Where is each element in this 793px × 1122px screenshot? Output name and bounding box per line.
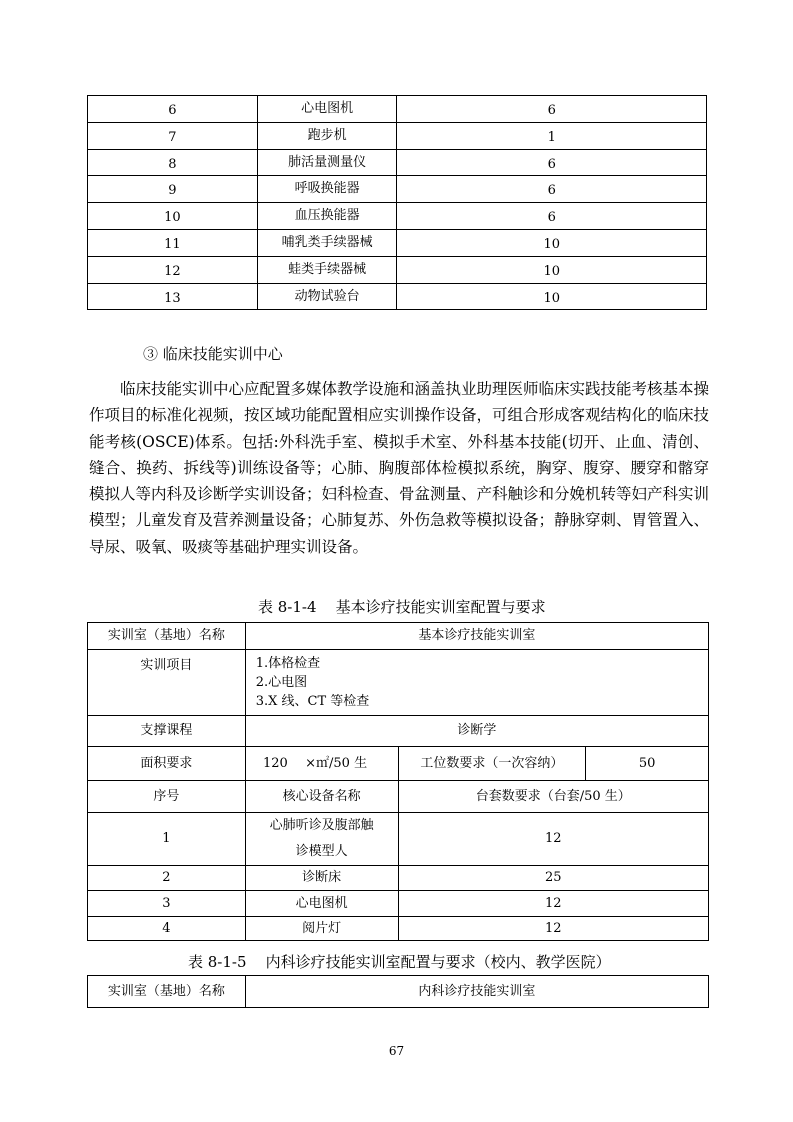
area-unit: ×㎡/50 生 [305, 747, 398, 781]
room-name: 基本诊疗技能实训室 [245, 623, 708, 650]
stations-label: 工位数要求（一次容纳） [398, 747, 586, 781]
row-number: 11 [88, 229, 258, 256]
equipment-name: 肺活量测量仪 [257, 149, 397, 176]
row-number: 13 [88, 283, 258, 310]
equipment-name: 心电图机 [245, 891, 398, 917]
table-row [88, 229, 707, 256]
equipment-qty: 6 [397, 149, 707, 176]
equipment-qty: 12 [398, 813, 708, 866]
table-caption: 表 8-1-4 基本诊疗技能实训室配置与要求 [258, 598, 546, 616]
row-number: 10 [88, 203, 258, 230]
row-number: 8 [88, 149, 258, 176]
section-heading: ③ 临床技能实训中心 [143, 345, 283, 363]
equipment-qty: 1 [397, 122, 707, 149]
table-row [88, 96, 707, 123]
equipment-qty: 6 [397, 203, 707, 230]
equipment-name: 阅片灯 [245, 917, 398, 941]
row-number: 4 [88, 917, 246, 941]
table-row [88, 747, 709, 781]
equipment-qty: 25 [398, 866, 708, 891]
table-row [88, 203, 707, 230]
table-caption: 表 8-1-5 内科诊疗技能实训室配置与要求（校内、教学医院） [188, 953, 611, 971]
row-number: 1 [88, 813, 246, 866]
room-label: 实训室（基地）名称 [88, 976, 246, 1008]
room-label: 实训室（基地）名称 [88, 623, 246, 650]
table-row [88, 866, 709, 891]
table-row [88, 283, 707, 310]
table-row [88, 623, 709, 650]
equipment-name: 动物试验台 [257, 283, 397, 310]
stations-value: 50 [586, 747, 709, 781]
table-row [88, 149, 707, 176]
config-table-basic [87, 622, 709, 941]
course-value: 诊断学 [245, 716, 708, 747]
course-label: 支撑课程 [88, 716, 246, 747]
table-row [88, 976, 709, 1008]
equipment-name: 跑步机 [257, 122, 397, 149]
table-row [88, 176, 707, 203]
table-row [88, 256, 707, 283]
table-row [88, 813, 709, 866]
row-number: 2 [88, 866, 246, 891]
table-header-row [88, 781, 709, 813]
section-paragraph: 临床技能实训中心应配置多媒体教学设施和涵盖执业助理医师临床实践技能考核基本操作项目的标准化视频，按区域功能配置相应实训操作设备，可组合形成客观结构化的临床技能考核(OSCE)体系。包括:外科洗手室、模拟手术室、外科基本技能(切开、止血、清创、缝合、换药、拆线等)训练设备等；心肺、胸腹部体检模拟系统，胸穿、腹穿、腰穿和髂穿模拟人等内科及诊断学实训设备；妇科检查、骨盆测量、产科触诊和分娩机转等妇产科实训模型；儿童发育及营养测量设备；心肺复苏、外伤急救等模拟设备；静脉穿刺、胃管置入、导尿、吸氧、吸痰等基础护理实训设备。 [89, 380, 710, 556]
equipment-table [87, 95, 707, 310]
equipment-qty: 10 [397, 229, 707, 256]
col-header-equipment: 核心设备名称 [245, 781, 398, 813]
table-row [88, 917, 709, 941]
equipment-qty: 10 [397, 283, 707, 310]
equipment-name: 哺乳类手续器械 [257, 229, 397, 256]
row-number: 7 [88, 122, 258, 149]
config-table-internal [87, 975, 709, 1008]
equipment-qty: 12 [398, 891, 708, 917]
row-number: 3 [88, 891, 246, 917]
equipment-qty: 6 [397, 176, 707, 203]
training-items [245, 650, 708, 716]
equipment-name: 呼吸换能器 [257, 176, 397, 203]
equipment-name: 血压换能器 [257, 203, 397, 230]
equipment-qty: 6 [397, 96, 707, 123]
area-value: 120 [245, 747, 305, 781]
equipment-name: 诊断床 [245, 866, 398, 891]
row-number: 9 [88, 176, 258, 203]
area-label: 面积要求 [88, 747, 246, 781]
room-name: 内科诊疗技能实训室 [245, 976, 708, 1008]
col-header-no: 序号 [88, 781, 246, 813]
table-row [88, 650, 709, 716]
items-label: 实训项目 [88, 650, 246, 716]
training-item: 3.X 线、CT 等检查 [255, 694, 370, 709]
equipment-qty: 12 [398, 917, 708, 941]
equipment-name: 心肺听诊及腹部触诊模型人 [245, 813, 398, 866]
page-number: 67 [388, 1044, 405, 1058]
equipment-name: 心电图机 [257, 96, 397, 123]
table-row [88, 891, 709, 917]
training-item: 2.心电图 [255, 675, 308, 690]
equipment-qty: 10 [397, 256, 707, 283]
row-number: 12 [88, 256, 258, 283]
col-header-qty: 台套数要求（台套/50 生） [398, 781, 708, 813]
row-number: 6 [88, 96, 258, 123]
training-item: 1.体格检查 [255, 656, 321, 671]
table-row [88, 122, 707, 149]
table-row [88, 716, 709, 747]
equipment-name: 蛙类手续器械 [257, 256, 397, 283]
